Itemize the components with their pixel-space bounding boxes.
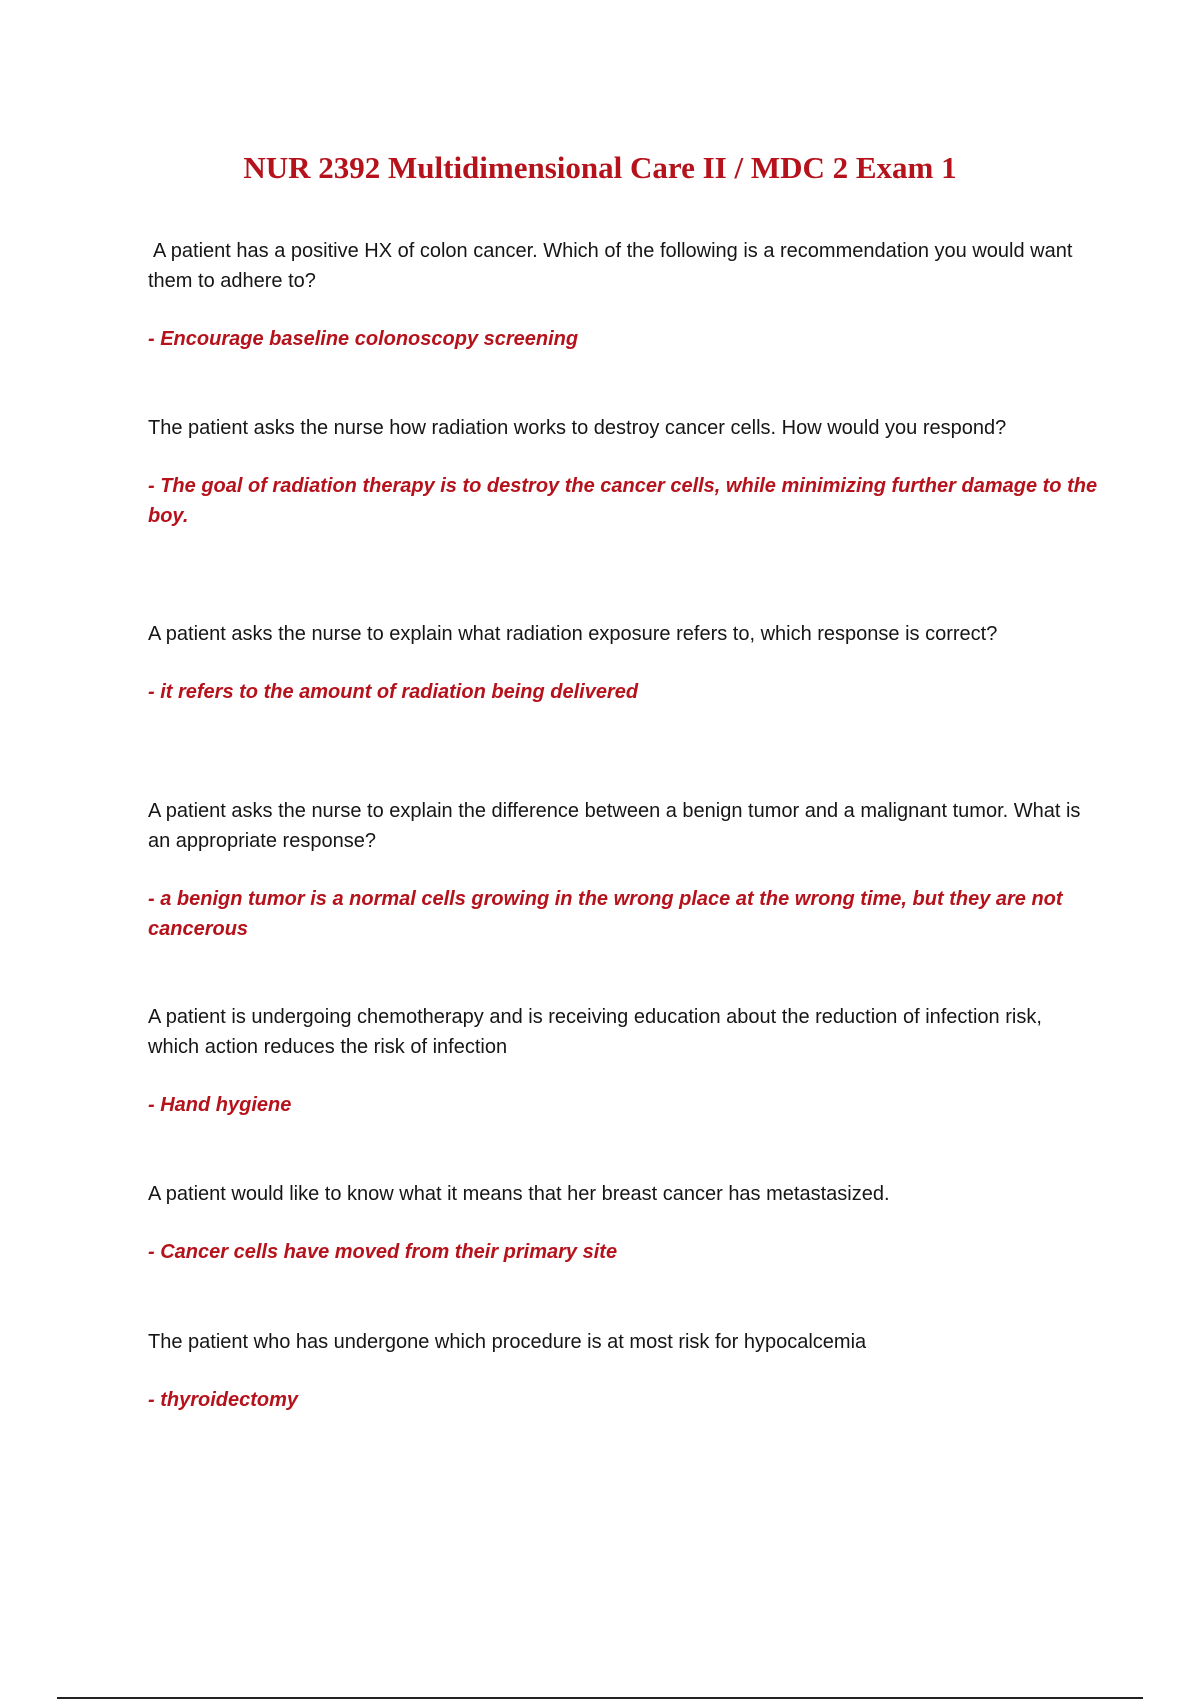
question-text: A patient has a positive HX of colon cancer. Which of the following is a recommendation you would want them to adhere to?: [148, 240, 1073, 292]
footer-divider: [57, 1697, 1143, 1699]
qa-item: [148, 413, 1098, 531]
question-text: The patient asks the nurse how radiation works to destroy cancer cells. How would you respond?: [148, 417, 1007, 439]
answer-text: - Hand hygiene: [148, 1094, 292, 1116]
answer-text: - it refers to the amount of radiation being delivered: [148, 681, 639, 703]
qa-item: [148, 796, 1098, 944]
answer-text: - Encourage baseline colonoscopy screening: [148, 328, 579, 350]
question-text: A patient asks the nurse to explain the difference between a benign tumor and a malignant tumor. What is an appropriate response?: [148, 800, 1081, 852]
qa-item: [148, 1327, 1098, 1415]
question-text: A patient asks the nurse to explain what radiation exposure refers to, which response is correct?: [148, 623, 998, 645]
qa-item: [148, 1179, 1098, 1267]
question-text: A patient would like to know what it means that her breast cancer has metastasized.: [148, 1183, 890, 1205]
qa-item: [148, 1002, 1098, 1120]
question-text: A patient is undergoing chemotherapy and is receiving education about the reduction of infection risk, which action reduces the risk of infection: [148, 1006, 1042, 1058]
question-text: The patient who has undergone which procedure is at most risk for hypocalcemia: [148, 1331, 867, 1353]
answer-text: - thyroidectomy: [148, 1389, 299, 1411]
qa-item: [148, 236, 1098, 354]
answer-text: - Cancer cells have moved from their primary site: [148, 1241, 618, 1263]
qa-item: [148, 619, 1098, 707]
answer-text: - The goal of radiation therapy is to destroy the cancer cells, while minimizing further damage to the boy.: [148, 475, 1098, 527]
page-title: NUR 2392 Multidimensional Care II / MDC 2 Exam 1: [243, 150, 957, 185]
answer-text: - a benign tumor is a normal cells growing in the wrong place at the wrong time, but they are not cancerous: [148, 888, 1063, 940]
